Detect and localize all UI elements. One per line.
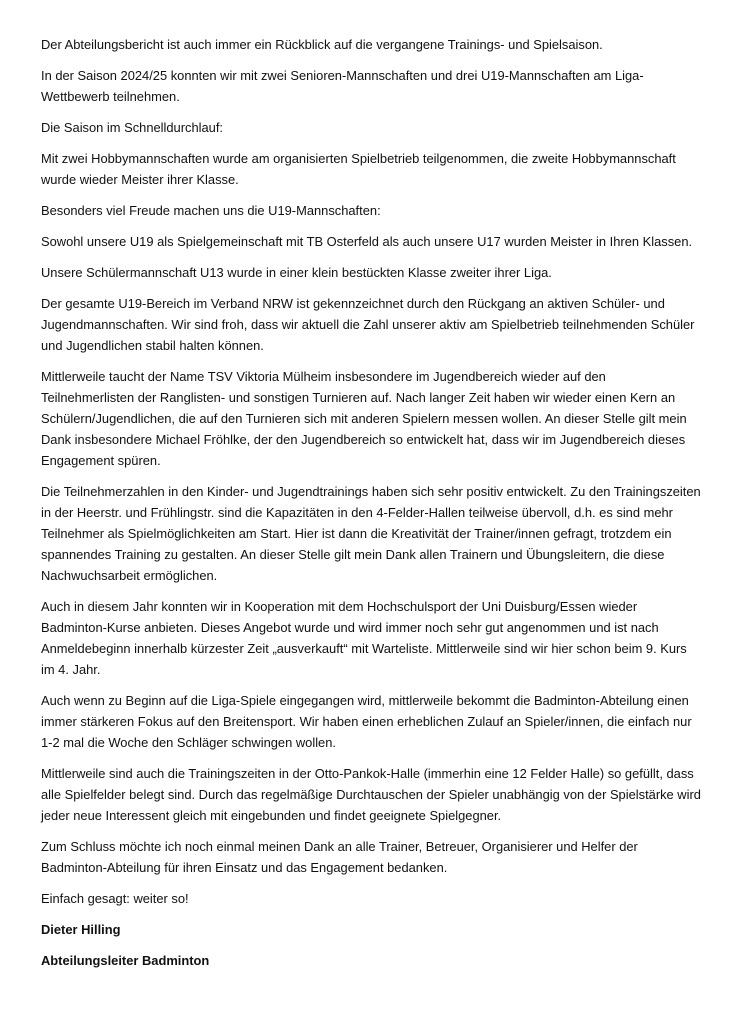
paragraph-training-numbers: Die Teilnehmerzahlen in den Kinder- und Jugendtrainings haben sich sehr positiv entwickelt. Zu den Trainingszeiten in der Heerstr. und Frühlingstr. sind die Kapazitäten in den 4-Felder-Hallen teilweise übervoll, d.h. es sind mehr Teilnehmer als Spielmöglichkeiten am Start. Hier ist dann die Kreativität der Trainer/innen gefragt, trotzdem ein spannendes Training zu gestalten. An dieser Stelle gilt mein Dank allen Trainern und Übungsleitern, die diese Nachwuchsarbeit ermöglichen. xyxy=(41,484,701,583)
paragraph-u19-joy: Besonders viel Freude machen uns die U19-Mannschaften: xyxy=(41,203,381,218)
report-document xyxy=(41,34,701,981)
paragraph-hobby-teams: Mit zwei Hobbymannschaften wurde am organisierten Spielbetrieb teilgenommen, die zweite Hobbymannschaft wurde wieder Meister ihrer Klasse. xyxy=(41,151,676,187)
signature-role: Abteilungsleiter Badminton xyxy=(41,953,210,968)
paragraph-u19-nrw: Der gesamte U19-Bereich im Verband NRW ist gekennzeichnet durch den Rückgang an aktiven Schüler- und Jugendmannschaften. Wir sind froh, dass wir aktuell die Zahl unserer aktiv am Spielbetrieb teilnehmenden Schüler und Jugendlichen stabil halten können. xyxy=(41,296,695,353)
paragraph-u13: Unsere Schülermannschaft U13 wurde in einer klein bestückten Klasse zweiter ihrer Liga. xyxy=(41,265,552,280)
paragraph-thanks: Zum Schluss möchte ich noch einmal meinen Dank an alle Trainer, Betreuer, Organisierer und Helfer der Badminton-Abteilung für ihren Einsatz und das Engagement bedanken. xyxy=(41,839,638,875)
paragraph-tournaments: Mittlerweile taucht der Name TSV Viktoria Mülheim insbesondere im Jugendbereich wieder auf den Teilnehmerlisten der Ranglisten- und sonstigen Turnieren auf. Nach langer Zeit haben wir wieder einen Kern an Schülern/Jugendlichen, die auf den Turnieren sich mit anderen Spielern messen wollen. An dieser Stelle gilt mein Dank insbesondere Michael Fröhlke, der den Jugendbereich so entwickelt hat, dass wir im Jugendbereich dieses Engagement spüren. xyxy=(41,369,687,468)
paragraph-intro: Der Abteilungsbericht ist auch immer ein Rückblick auf die vergangene Trainings- und Spielsaison. xyxy=(41,37,603,52)
paragraph-recreational-sport: Auch wenn zu Beginn auf die Liga-Spiele eingegangen wird, mittlerweile bekommt die Badminton-Abteilung einen immer stärkeren Fokus auf den Breitensport. Wir haben einen erheblichen Zulauf an Spieler/innen, die einfach nur 1-2 mal die Woche den Schläger schwingen wollen. xyxy=(41,693,692,750)
signature-name: Dieter Hilling xyxy=(41,922,121,937)
paragraph-university-courses: Auch in diesem Jahr konnten wir in Kooperation mit dem Hochschulsport der Uni Duisburg/Essen wieder Badminton-Kurse anbieten. Dieses Angebot wurde und wird immer noch sehr gut angenommen und ist nach Anmeldebeginn innerhalb kürzester Zeit „ausverkauft“ mit Warteliste. Mittlerweile sind wir hier schon beim 9. Kurs im 4. Jahr. xyxy=(41,599,687,677)
paragraph-u19-u17-champions: Sowohl unsere U19 als Spielgemeinschaft mit TB Osterfeld als auch unsere U17 wurden Meister in Ihren Klassen. xyxy=(41,234,693,249)
paragraph-otto-pankok-halle: Mittlerweile sind auch die Trainingszeiten in der Otto-Pankok-Halle (immerhin eine 12 Felder Halle) so gefüllt, dass alle Spielfelder belegt sind. Durch das regelmäßige Durchtauschen der Spieler unabhängig von der Spielstärke wird jeder neue Interessent gleich mit eingebunden und findet geeignete Spielgegner. xyxy=(41,766,701,823)
paragraph-quick-overview: Die Saison im Schnelldurchlauf: xyxy=(41,120,223,135)
paragraph-season: In der Saison 2024/25 konnten wir mit zwei Senioren-Mannschaften und drei U19-Mannschaften am Liga-Wettbewerb teilnehmen. xyxy=(41,68,644,104)
paragraph-closing: Einfach gesagt: weiter so! xyxy=(41,891,189,906)
